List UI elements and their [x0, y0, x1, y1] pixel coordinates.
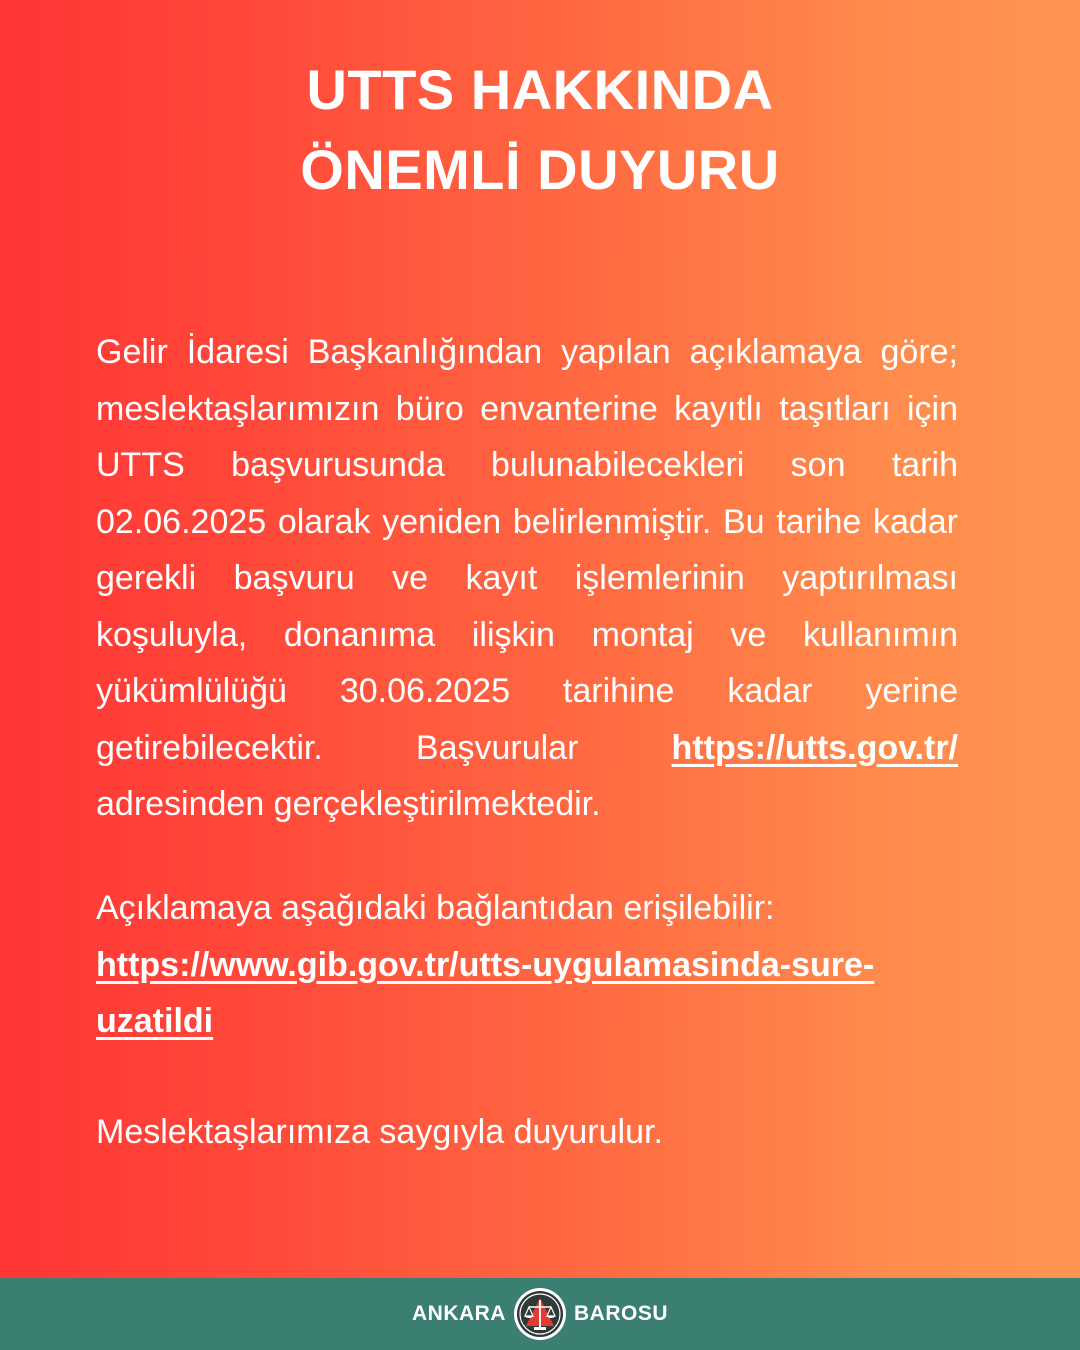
- utts-link[interactable]: https://utts.gov.tr/: [671, 728, 958, 767]
- footer-right-word: BAROSU: [573, 1302, 668, 1325]
- paragraph-text-after: adresinden gerçekleştirilmektedir.: [96, 785, 601, 823]
- gib-announcement-link[interactable]: https://www.gib.gov.tr/utts-uygulamasinda-sure-uzatildi: [96, 945, 875, 1040]
- title-line-2: ÖNEMLİ DUYURU: [300, 138, 780, 201]
- announcement-paragraph: [96, 324, 958, 833]
- scales-of-justice-icon: [512, 1286, 568, 1342]
- closing-paragraph: Meslektaşlarımıza saygıyla duyurulur.: [96, 1113, 663, 1151]
- reference-paragraph: [96, 880, 958, 1050]
- paragraph-text: Gelir İdaresi Başkanlığından yapılan açıklamaya göre; meslektaşlarımızın büro envanterine kayıtlı taşıtları için UTTS başvurusunda bulunabilecekleri son tarih 02.06.2025 olarak yeniden belirlenmiştir. Bu tarihe kadar gerekli başvuru ve kayıt işlemlerinin yaptırılması koşuluyla, donanıma ilişkin montaj ve kullanımın yükümlülüğü 30.06.2025 tarihine kadar yerine getirebilecektir. Başvurular: [96, 333, 958, 767]
- footer-left-word: ANKARA: [411, 1302, 506, 1325]
- title-line-1: UTTS HAKKINDA: [306, 58, 774, 121]
- page-title: [0, 50, 1080, 210]
- reference-text: Açıklamaya aşağıdaki bağlantıdan erişilebilir:: [96, 889, 775, 927]
- footer-bar: [0, 1278, 1080, 1350]
